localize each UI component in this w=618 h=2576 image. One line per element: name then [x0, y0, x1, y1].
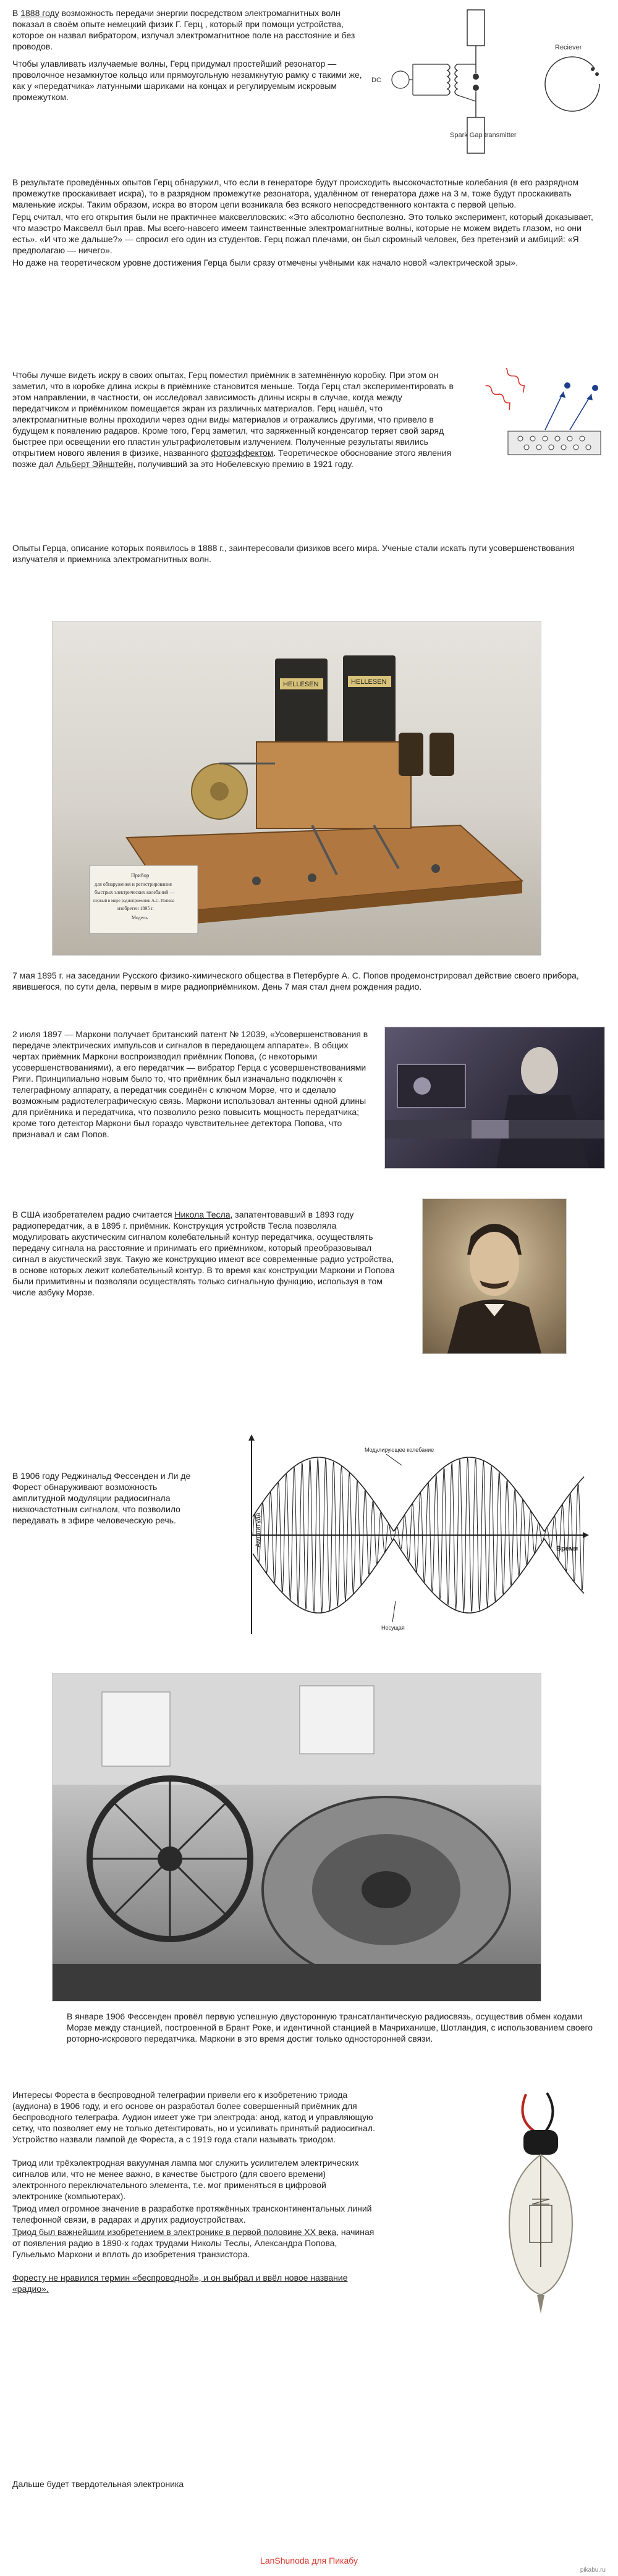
- closing-text: [12, 2478, 445, 2496]
- am-modulation-chart: [244, 1433, 590, 1637]
- triode-paragraph-4: [12, 2226, 377, 2260]
- author-footer: LanShunoda для Пикабу: [260, 2556, 358, 2565]
- battery-right: [343, 655, 396, 745]
- tesla-text-1: В США изобретателем радио считается: [12, 1210, 175, 1219]
- electron-path-2: [570, 394, 591, 430]
- metal-plate: [508, 431, 601, 455]
- spark-ball-top: [473, 74, 479, 80]
- plaque-line-6: Модель: [132, 915, 148, 920]
- section-tesla: [12, 1209, 396, 1304]
- photoeffect-text-2: . Теоретическое обоснование этого явления позже дал: [12, 448, 452, 469]
- coil-secondary: [455, 64, 457, 95]
- tesla-illustration: [423, 1199, 566, 1353]
- am-envelope-bottom: [253, 1539, 584, 1613]
- triode-paragraph-2: Триод или трёхэлектродная вакуумная лампа мог служить усилителем электрических сигналов или, что не менее важно, в качестве быстрого (для своего времени) электронного переключательного элемента, т.е. мог применяться в цифровой электронике (компьютерах).: [12, 2158, 359, 2201]
- electron-1: [564, 382, 570, 389]
- transatlantic-paragraph: В январе 1906 Фессенден провёл первую успешную двусторонную трансатлантическую радиосвязь, осуществив обмен кодами Морзе между станцией, построенной в Брант Роке, и идентичной станцией в Мачриханише, Шотландия, с использованием своего роторно-искрового передатчика. Маркони в это время достиг только односторонней связи.: [67, 2011, 593, 2044]
- marconi-paragraph: 2 июля 1897 — Маркони получает британский патент № 12039, «Усовершенствования в передаче электрических импульсов и сигналов в передающем аппарате». В общих чертах приёмник Маркони воспроизводил приёмник Попова, (с некоторыми усовершенствованиями), а его передатчик — вибратор Герца с усовершенствованиями Риги. Принципиально новым было то, что приёмник был изначально подключён к телеграфному аппарату, а передатчик соединён с ключом Морзе, что и сделало возможным радиотелеграфическую связь. Маркони использовал антенны одной длины для приёмника и передатчика, что позволило резко повысить мощность передатчика; кроме того детектор Маркони был гораздо чувствительнее детектора Попова, что признавал и сам Попов.: [12, 1029, 368, 1139]
- intro-text: [12, 7, 365, 109]
- carrier-annotation: Несущая: [381, 1625, 405, 1631]
- transmitter-label: Spark Gap transmitter: [450, 132, 517, 139]
- tesla-link[interactable]: Никола Тесла: [174, 1210, 231, 1219]
- popov-paragraph: 7 мая 1895 г. на заседании Русского физико-химического общества в Петербурге А. С. Попов продемонстрировал действие своего прибора, явившегося, по сути дела, первым в мире радиоприёмником. День 7 мая стал днем рождения радио.: [12, 970, 579, 991]
- year-1888-link[interactable]: 1888 году: [20, 8, 59, 18]
- coil-primary: [447, 64, 450, 95]
- x-axis-label: Время: [556, 1545, 578, 1552]
- am-modulation-svg: [244, 1433, 590, 1637]
- antenna-plate-top: [467, 10, 485, 46]
- plaque-line-4: первый в мире радиоприемник А.С. Попова: [93, 898, 175, 903]
- receiver-label: Reciever: [555, 44, 582, 51]
- spark-ball-bottom: [473, 85, 479, 91]
- hertz-circuit-svg: [370, 5, 614, 162]
- tesla-text-2: , запатентовавший в 1893 году радиопередатчик, а в 1895 г. приёмник. Конструкция устройств Тесла позволяла модулировать акустическим сигналом колебательный контур передатчика, осуществлять передачу сигнала на расстояние и принимать его приёмником, который преобразовывал сигнал в акустический звук. Такую же конструкцию имеют все современные радио устройства, в основе которых лежит колебательный контур. В то время как конструкции Маркони и Попова были примитивны и позволяли осуществлять только сигнальную функцию, используя в том числе азбуку Морзе.: [12, 1210, 395, 1297]
- receiver-ring: [545, 57, 599, 111]
- fessenden-illustration: [53, 1673, 541, 2001]
- popov-device-illustration: [53, 621, 541, 955]
- wire-red: [522, 2094, 535, 2131]
- marconi-illustration: [385, 1027, 604, 1168]
- photoeffect-text-3: , получивший за это Нобелевскую премию в 1921 году.: [133, 459, 353, 469]
- tesla-paragraph: [12, 1209, 396, 1298]
- tesla-portrait: [422, 1198, 567, 1354]
- intro-paragraph-2: Чтобы улавливать излучаемые волны, Герц придумал простейший резонатор — проволочное незамкнутое кольцо или прямоугольную незамкнутую рамку с такими же, как у «передатчика» латунными шариками на концах и регулируемым искровым промежутком.: [12, 59, 362, 102]
- section-transatlantic: [67, 2011, 598, 2050]
- am-paragraph: В 1906 году Реджинальд Фессенден и Ли де Форест обнаруживают возможность амплитудной модуляции радиосигнала низкочастотным сигналом, что позволило передавать в эфире человеческую речь.: [12, 1471, 191, 1525]
- telegraph-equipment: [397, 1064, 465, 1108]
- triode-paragraph-1: Интересы Фореста в беспроводной телеграфии привели его к изобретению триода (аудиона) в 1906 году, и его основе он разработал более совершенный приёмник для беспроводного телеграфа. Аудион имеет уже три электрода: анод, катод и управляющую сетку, что позволяет ему не только детектировать, но и усиливать принятый радиосигнал. Устройство назвали лампой де Фореста, а с 1919 года стали называть триодом.: [12, 2090, 375, 2144]
- scientists-paragraph: Опыты Герца, описание которых появилось в 1888 г., заинтересовали физиков всего мира. Ученые стали искать пути усовершенствования излучателя и приемника электромагнитных волн.: [12, 543, 575, 564]
- intro-paragraph-1: В 1888 году возможность передачи энергии посредством электромагнитных волн показал в своём опыте немецкий физик Г. Герц , который при помощи устройства, которое он назвал вибратором, излучал электромагнитное поле на расстояние и без проводов.: [12, 8, 355, 51]
- intro-paragraph-1-rest: возможность передачи энергии посредством электромагнитных волн показал в своём опыте немецкий физик Г. Герц , который при помощи устройства, которое он назвал вибратором, излучал электромагнитное поле на расстояние и без проводов.: [12, 8, 355, 51]
- audion-tube-illustration: [467, 2082, 615, 2329]
- triode-importance-link[interactable]: Триод был важнейшим изобретением в электронике в первой половине XX века: [12, 2227, 337, 2237]
- battery-brand-right: HELLESEN: [351, 678, 387, 686]
- section-scientists-interest: [12, 542, 606, 571]
- triode-paragraph-5: [12, 2272, 377, 2294]
- battery-left: [275, 659, 328, 745]
- dc-label: DC: [371, 77, 381, 84]
- light-wave-1: [482, 384, 514, 410]
- plaque-line-1: Прибор: [131, 872, 150, 878]
- triode-lamp-photo: [467, 2082, 615, 2329]
- marconi-photo: [384, 1027, 605, 1169]
- photoeffect-paragraph: [12, 369, 457, 469]
- popov-receiver-photo: [52, 621, 541, 956]
- photoeffect-svg: [471, 368, 610, 473]
- hertz-diagram: [370, 5, 614, 162]
- electric-era-paragraph: Но даже на теоретическом уровне достижения Герца были сразу отмечены учёными как начало новой «электрической эры».: [12, 258, 519, 267]
- photoeffect-link[interactable]: фотоэффектом: [211, 448, 274, 458]
- battery-brand-left: HELLESEN: [283, 681, 319, 688]
- coil-2: [430, 733, 454, 776]
- section-popov: [12, 970, 581, 998]
- dc-source-symbol: [392, 71, 409, 88]
- section-am: [12, 1470, 204, 1532]
- wire-black: [546, 2093, 553, 2131]
- photoeffect-text-1: Чтобы лучше видеть искру в своих опытах, Герц поместил приёмник в затемнённую коробку. При этом он заметил, что в коробке длина искры в приёмнике становится меньше. Тогда Герц стал экспериментировать в этом направлении, в частности, он исследовал зависимость длины искры в случае, когда между передатчиком и приёмником помещается экран из различных материалов. Герц нашёл, что электромагнитные волны проходили через одни виды материалов и отражались другими, что привело в будущем к появлению радаров. Кроме того, Герц заметил, что заряженный конденсатор теряет свой заряд быстрее при освещении его пластин ультрафиолетовым излучением. Полученные результаты явились открытием нового явления в физике, названного: [12, 370, 454, 458]
- electron-path-1: [545, 392, 564, 430]
- hertz-quote-paragraph: Герц считал, что его открытия были не практичнее максвелловских: «Это абсолютно бесполезно. Это только эксперимент, который доказывает, что маэстро Максвелл был прав. Мы всего-навсего имеем таинственные электромагнитные волны, которые не можем видеть глазом, но они есть». «И что же дальше?» — спросил его один из студентов. Герц пожал плечами, он был скромный человек, без претензий и амбиций: «Я предполагаю — ничего».: [12, 212, 593, 255]
- results-paragraph: В результате проведённых опытов Герц обнаружил, что если в генераторе будут происходить высокочастотные колебания (в его разрядном промежутке проскакивает искра), то в разрядном промежутке резонатора, удалённом от генератора даже на 3 м, тоже будут проскакивать маленькие искры. Таким образом, искра во втором цепи возникала без всякого непосредственного контакта с первой цепью.: [12, 177, 579, 209]
- radio-term-link[interactable]: Форесту не нравился термин «беспроводной», и он выбрал и ввёл новое название «радио».: [12, 2273, 348, 2294]
- electron-2: [592, 385, 598, 391]
- wooden-box: [256, 742, 411, 828]
- section-hertz-results: [12, 177, 606, 274]
- section-triode: [12, 2089, 377, 2300]
- section-marconi: [12, 1029, 371, 1146]
- plaque-line-5: изобретен 1895 г.: [117, 906, 154, 911]
- einstein-link[interactable]: Альберт Эйнштейн: [56, 459, 133, 469]
- plaque-line-2: для обнаружения и регистрирования: [95, 882, 172, 887]
- modulating-signal-annotation: Модулирующее колебание: [365, 1447, 434, 1453]
- section-photoeffect: [12, 369, 457, 476]
- tube-base: [523, 2130, 558, 2155]
- triode-paragraph-3: Триод имел огромное значение в разработке протяжённых трансконтинентальных линий телефонной связи, в радарах и других радиоустройствах.: [12, 2203, 372, 2225]
- closing-paragraph: Дальше будет твердотельная электроника: [12, 2479, 184, 2489]
- marconi-head: [521, 1047, 558, 1094]
- source-credit: pikabu.ru: [580, 2567, 606, 2574]
- plaque-line-3: быстрых электрических колебаний —: [95, 890, 175, 895]
- fessenden-transmitter-photo: [52, 1673, 541, 2001]
- y-axis-label: Амплитуда: [255, 1512, 262, 1547]
- triode-paragraph-4-rest: , начиная от появления радио в 1890-х годах трудами Николы Теслы, Александра Попова, Гульельмо Маркони и вплоть до изобретения транзистора.: [12, 2227, 375, 2259]
- photoeffect-diagram: [471, 368, 610, 473]
- light-wave-2: [497, 368, 528, 393]
- coil-1: [399, 733, 423, 776]
